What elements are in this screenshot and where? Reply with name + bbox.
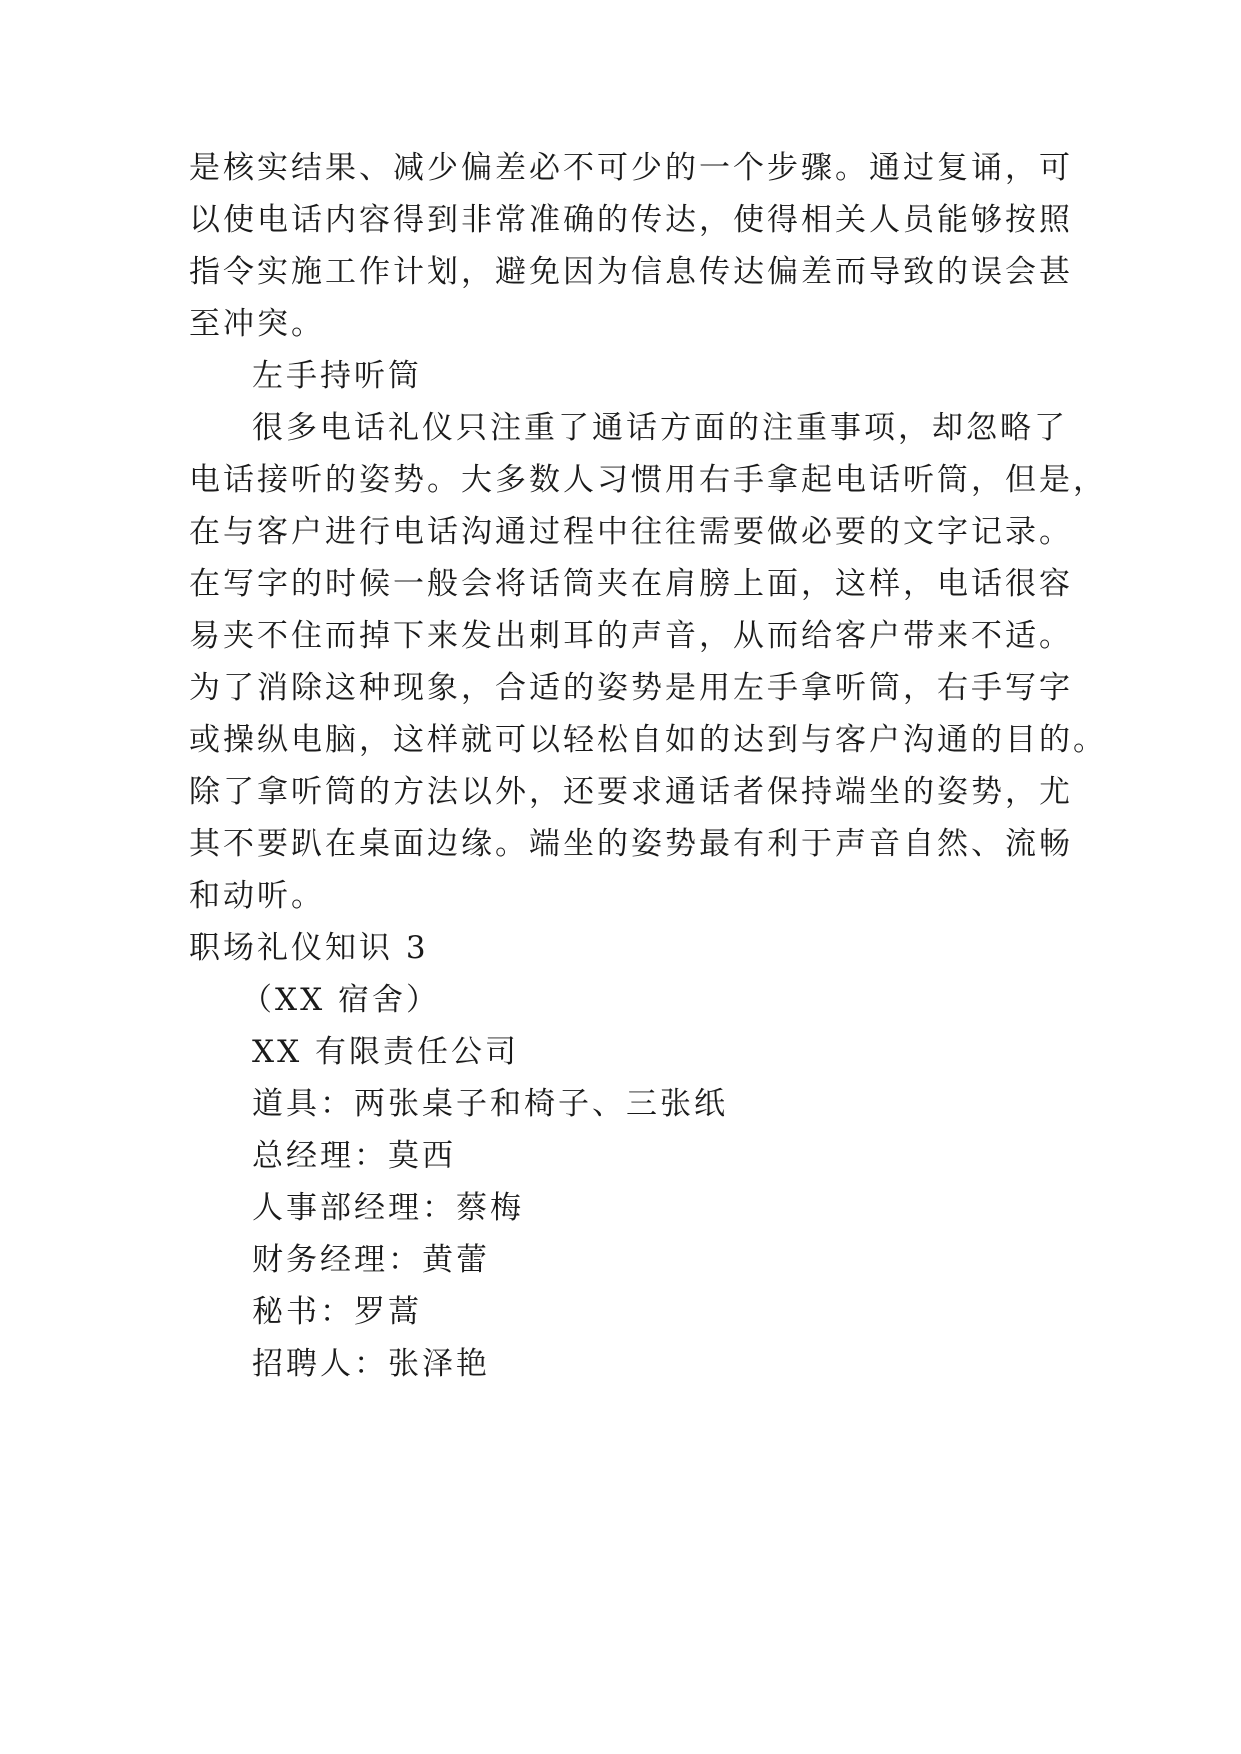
paragraph-2-line-5: 易夹不住而掉下来发出刺耳的声音，从而给客户带来不适。: [189, 618, 1073, 654]
paragraph-1-line-4: 至冲突。: [189, 306, 325, 342]
role-recruiter: 招聘人：张泽艳: [252, 1346, 490, 1382]
script-location: （XX 宿舍）: [241, 982, 440, 1018]
role-finance-manager: 财务经理：黄蕾: [252, 1242, 490, 1278]
paragraph-2-line-10: 和动听。: [189, 878, 325, 914]
paragraph-1-line-1: 是核实结果、减少偏差必不可少的一个步骤。通过复诵，可: [189, 150, 1073, 186]
role-general-manager: 总经理：莫西: [252, 1138, 456, 1174]
paragraph-2-line-7: 或操纵电脑，这样就可以轻松自如的达到与客户沟通的目的。: [189, 722, 1107, 758]
paragraph-2-line-3: 在与客户进行电话沟通过程中往往需要做必要的文字记录。: [189, 514, 1073, 550]
paragraph-1-line-2: 以使电话内容得到非常准确的传达，使得相关人员能够按照: [189, 202, 1073, 238]
paragraph-2-line-9: 其不要趴在桌面边缘。端坐的姿势最有利于声音自然、流畅: [189, 826, 1073, 862]
subheading-left-hand: 左手持听筒: [252, 358, 422, 394]
paragraph-2-line-2: 电话接听的姿势。大多数人习惯用右手拿起电话听筒，但是，: [189, 462, 1107, 498]
paragraph-2-line-4: 在写字的时候一般会将话筒夹在肩膀上面，这样，电话很容: [189, 566, 1073, 602]
paragraph-2-line-6: 为了消除这种现象，合适的姿势是用左手拿听筒，右手写字: [189, 670, 1073, 706]
section-title: 职场礼仪知识 3: [189, 930, 429, 966]
script-props: 道具：两张桌子和椅子、三张纸: [252, 1086, 728, 1122]
role-hr-manager: 人事部经理：蔡梅: [252, 1190, 524, 1226]
role-secretary: 秘书：罗蒿: [252, 1294, 422, 1330]
paragraph-2-line-1: 很多电话礼仪只注重了通话方面的注重事项，却忽略了: [252, 410, 1068, 446]
script-company: XX 有限责任公司: [252, 1034, 519, 1070]
paragraph-2-line-8: 除了拿听筒的方法以外，还要求通话者保持端坐的姿势，尤: [189, 774, 1073, 810]
paragraph-1-line-3: 指令实施工作计划，避免因为信息传达偏差而导致的误会甚: [189, 254, 1073, 290]
